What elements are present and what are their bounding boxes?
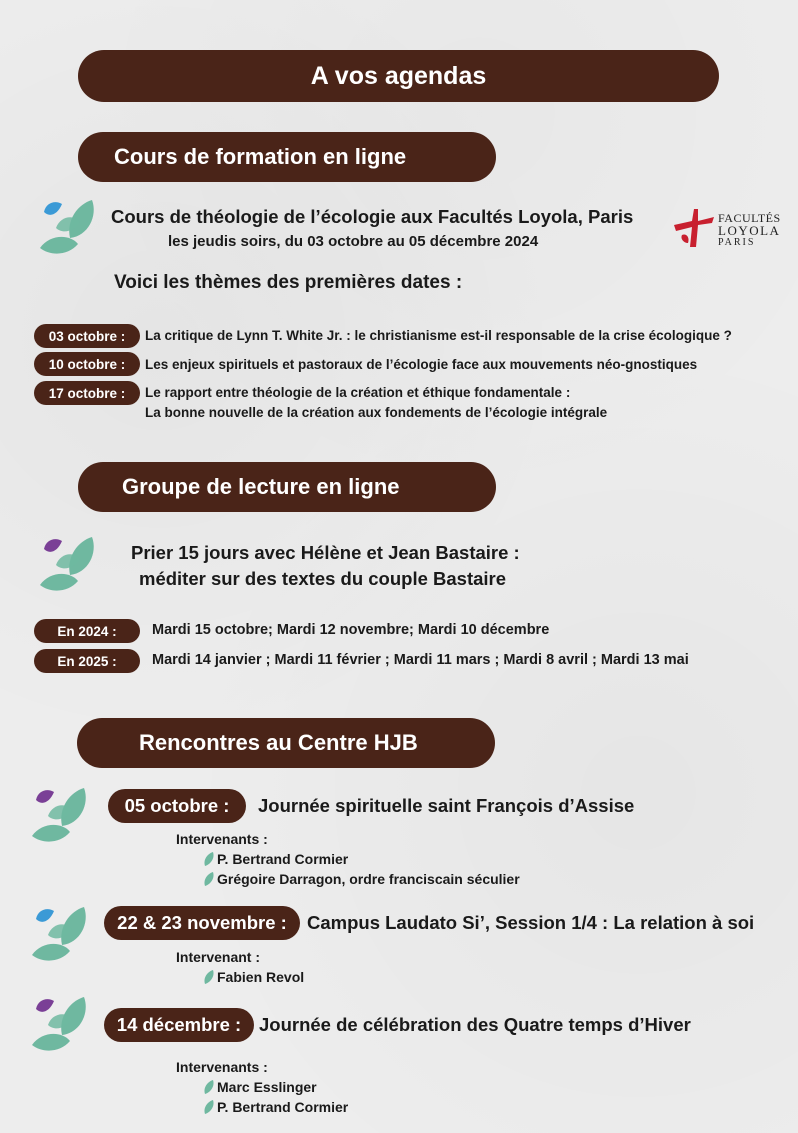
leaf-bullet-icon [203, 872, 215, 887]
speaker-name: Grégoire Darragon, ordre franciscain séculier [217, 871, 520, 887]
faculte-loyola-logo [672, 205, 784, 251]
logo-line-3: PARIS [718, 237, 756, 248]
leaf-bullet-icon [203, 852, 215, 867]
leaf-cluster-icon [36, 535, 102, 597]
session-date: 10 octobre : [34, 352, 140, 376]
leaf-bullet-icon [203, 970, 215, 985]
event-title: Journée de célébration des Quatre temps d’Hiver [259, 1014, 691, 1035]
speakers-label: Intervenant : [176, 949, 261, 965]
themes-intro: Voici les thèmes des premières dates : [114, 272, 463, 293]
year-label: En 2025 : [34, 649, 140, 673]
speakers-label: Intervenants : [176, 831, 268, 847]
event-date: 22 & 23 novembre : [104, 906, 300, 940]
leaf-bullet-icon [203, 1080, 215, 1095]
leaf-cluster-icon [36, 198, 102, 260]
leaf-cluster-icon [28, 786, 94, 848]
leaf-cluster-icon [28, 905, 94, 967]
speaker-name: P. Bertrand Cormier [217, 1099, 349, 1115]
section-heading-lecture: Groupe de lecture en ligne [78, 462, 496, 512]
leaf-bullet-icon [203, 1100, 215, 1115]
section-heading-rencontres: Rencontres au Centre HJB [77, 718, 495, 768]
session-text: Le rapport entre théologie de la création et éthique fondamentale : [145, 385, 571, 400]
session-date: 17 octobre : [34, 381, 140, 405]
reading-title: Prier 15 jours avec Hélène et Jean Bastaire : [131, 542, 520, 563]
logo-line-1: FACULTÉS [718, 211, 781, 225]
course-title: Cours de théologie de l’écologie aux Facultés Loyola, Paris [111, 206, 634, 227]
logo-line-2: LOYOLA [718, 223, 781, 238]
speaker-name: P. Bertrand Cormier [217, 851, 349, 867]
cross-icon [672, 207, 718, 249]
reading-subtitle: méditer sur des textes du couple Bastaire [139, 568, 507, 589]
page-title: A vos agendas [78, 50, 719, 102]
speaker-name: Fabien Revol [217, 969, 305, 985]
session-text-line-2: La bonne nouvelle de la création aux fondements de l’écologie intégrale [145, 405, 608, 420]
event-date: 14 décembre : [104, 1008, 254, 1042]
session-text: La critique de Lynn T. White Jr. : le christianisme est-il responsable de la crise écologique ? [145, 328, 732, 343]
speakers-label: Intervenants : [176, 1059, 268, 1075]
course-dates: les jeudis soirs, du 03 octobre au 05 décembre 2024 [168, 233, 539, 250]
year-dates: Mardi 15 octobre; Mardi 12 novembre; Mardi 10 décembre [152, 622, 550, 638]
leaf-cluster-icon [28, 995, 94, 1057]
year-label: En 2024 : [34, 619, 140, 643]
event-title: Campus Laudato Si’, Session 1/4 : La relation à soi [307, 912, 755, 933]
event-date: 05 octobre : [108, 789, 246, 823]
session-date: 03 octobre : [34, 324, 140, 348]
speaker-name: Marc Esslinger [217, 1079, 317, 1095]
section-heading-cours: Cours de formation en ligne [78, 132, 496, 182]
session-text: Les enjeux spirituels et pastoraux de l’écologie face aux mouvements néo-gnostiques [145, 357, 698, 372]
year-dates: Mardi 14 janvier ; Mardi 11 février ; Mardi 11 mars ; Mardi 8 avril ; Mardi 13 mai [152, 652, 689, 668]
event-title: Journée spirituelle saint François d’Assise [258, 795, 635, 816]
